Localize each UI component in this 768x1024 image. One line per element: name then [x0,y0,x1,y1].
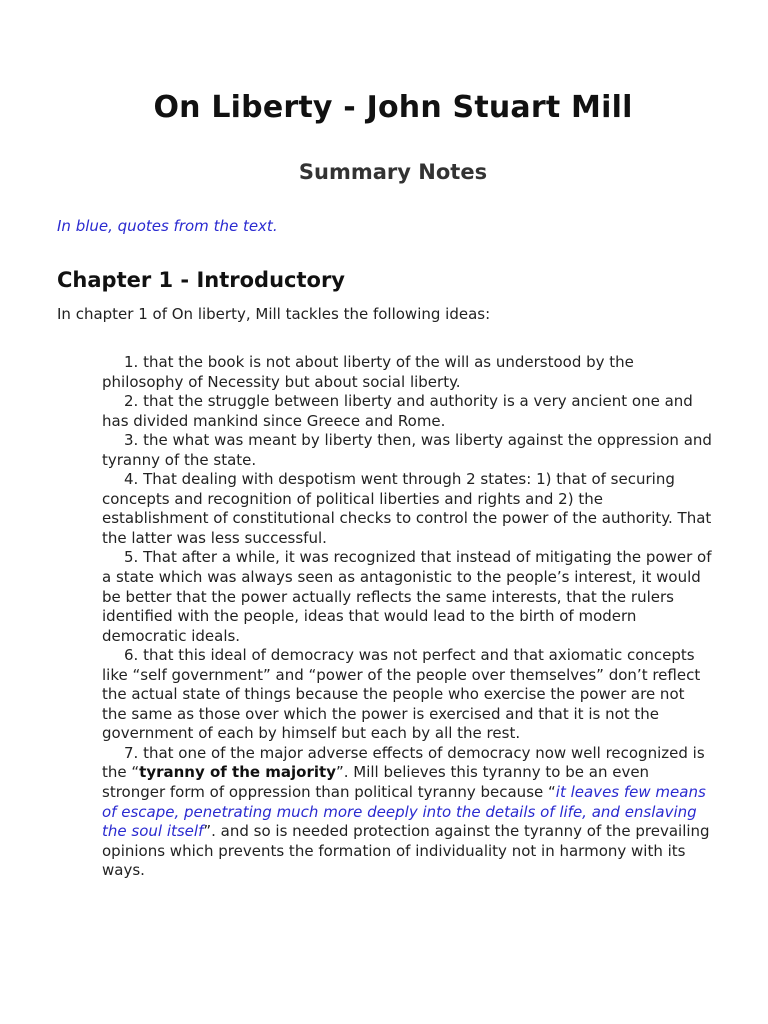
ideas-list [102,353,712,881]
point7-text-1: 7. that one of the major adverse effects of democracy now well recognized is the “ [102,743,705,782]
page-title: On Liberty - John Stuart Mill [153,90,633,125]
page-subtitle: Summary Notes [298,160,488,184]
chapter-heading: Chapter 1 - Introductory [57,268,345,292]
list-item: 1. that the book is not about liberty of the will as understood by the philosophy of Necessity but about social liberty. [102,353,634,391]
chapter-intro: In chapter 1 of On liberty, Mill tackles the following ideas: [57,305,491,323]
point7-quote: it leaves few means of escape, penetrating much more deeply into the details of life, and enslaving the soul itself [102,783,706,841]
list-item: 5. That after a while, it was recognized that instead of mitigating the power of a state which was always seen as antagonistic to the people’s interest, it would be better that the power actually reflects the same interests, that the rulers identified with the people, ideas that would lead to the birth of modern democratic ideals. [102,548,712,645]
quote-legend-note: In blue, quotes from the text. [57,217,278,235]
list-item: 6. that this ideal of democracy was not perfect and that axiomatic concepts like “self government” and “power of the people over themselves” don’t reflect the actual state of things because the people who exercise the power are not the same as those over which the power is exercised and that it is not the government of each by himself but each by all the rest. [102,646,701,743]
point7-bold-term: tyranny of the majority [139,763,336,782]
list-item: 4. That dealing with despotism went through 2 states: 1) that of securing concepts and recognition of political liberties and rights and 2) the establishment of constitutional checks to control the power of the authority. That the latter was less successful. [102,470,712,547]
list-item [102,744,712,881]
list-item: 2. that the struggle between liberty and authority is a very ancient one and has divided mankind since Greece and Rome. [102,392,693,430]
point7-text-3: ”. and so is needed protection against the tyranny of the prevailing opinions which prevents the formation of individuality not in harmony with its ways. [102,822,710,880]
point7-text-2: ”. Mill believes this tyranny to be an even stronger form of oppression than political tyranny because “ [102,763,650,802]
list-item: 3. the what was meant by liberty then, was liberty against the oppression and tyranny of the state. [102,431,712,469]
